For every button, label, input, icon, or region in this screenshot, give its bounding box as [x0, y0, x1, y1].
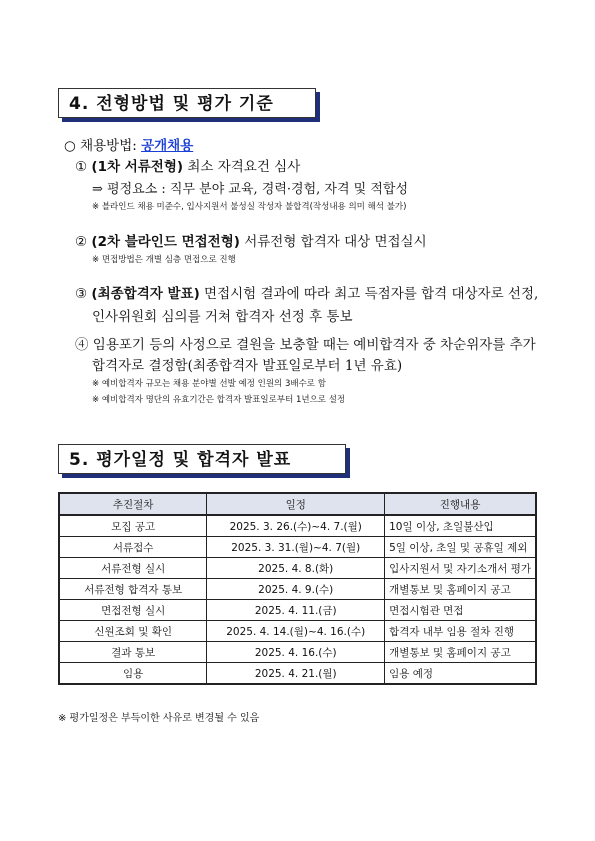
cell-date: 2025. 3. 31.(월)~4. 7(월): [207, 537, 385, 558]
table-header-row: [59, 493, 536, 515]
cell-date: 2025. 4. 16.(수): [207, 642, 385, 663]
cell-date: 2025. 4. 14.(월)~4. 16.(수): [207, 621, 385, 642]
item-2-heading: (2차 블라인드 면접전형): [91, 234, 240, 250]
cell-date: 2025. 4. 21.(월): [207, 663, 385, 685]
cell-procedure: 서류전형 실시: [59, 558, 207, 579]
item-1-text: 최소 자격요건 심사: [183, 159, 301, 175]
cell-date: 2025. 4. 8.(화): [207, 558, 385, 579]
table-row: [59, 663, 536, 685]
cell-procedure: 면접전형 실시: [59, 600, 207, 621]
cell-date: 2025. 4. 9.(수): [207, 579, 385, 600]
cell-date: 2025. 4. 11.(금): [207, 600, 385, 621]
col-header-procedure: 추진절차: [59, 493, 207, 515]
table-row: [59, 558, 536, 579]
cell-procedure: 서류접수: [59, 537, 207, 558]
item-3-text: 면접시험 결과에 따라 최고 득점자를 합격 대상자로 선정,: [199, 286, 539, 302]
cell-procedure: 서류전형 합격자 통보: [59, 579, 207, 600]
item-1-number: ①: [75, 159, 88, 175]
cell-procedure: 모집 공고: [59, 515, 207, 537]
item-4-text: 임용포기 등의 사정으로 결원을 보충할 때는 예비합격자 중 차순위자를 추가: [92, 337, 536, 353]
item-3-number: ③: [75, 286, 88, 302]
recruit-method-label: ○ 채용방법:: [64, 138, 142, 154]
cell-content: 5일 이상, 초일 및 공휴일 제외: [385, 537, 536, 558]
cell-content: 면접시험관 면접: [385, 600, 536, 621]
schedule-table: [58, 492, 537, 685]
item-4-number: ④: [75, 337, 89, 353]
item-4-note-2: ※ 예비합격자 명단의 유효기간은 합격자 발표일로부터 1년으로 설정: [92, 395, 346, 405]
item-4-text-cont: 합격자로 결정함(최종합격자 발표일로부터 1년 유효): [92, 358, 403, 374]
item-1-sub: ⇒ 평정요소 : 직무 분야 교육, 경력·경험, 자격 및 적합성: [92, 182, 409, 197]
col-header-date: 일정: [207, 493, 385, 515]
table-row: [59, 600, 536, 621]
item-2-text: 서류전형 합격자 대상 면접실시: [239, 234, 427, 250]
item-1-heading: (1차 서류전형): [91, 159, 184, 175]
table-row: [59, 621, 536, 642]
item-3-text-cont: 인사위원회 심의를 거쳐 합격자 선정 후 통보: [92, 309, 353, 325]
schedule-footnote: ※ 평가일정은 부득이한 사유로 변경될 수 있음: [58, 713, 260, 724]
item-2-number: ②: [75, 234, 88, 250]
cell-procedure: 임용: [59, 663, 207, 685]
item-3: [75, 282, 538, 302]
cell-content: 합격자 내부 임용 절차 진행: [385, 621, 536, 642]
cell-content: 입사지원서 및 자기소개서 평가: [385, 558, 536, 579]
section-5-title: 5. 평가일정 및 합격자 발표: [58, 444, 346, 474]
cell-content: 임용 예정: [385, 663, 536, 685]
recruit-method-value: 공개채용: [141, 138, 194, 154]
table-row: [59, 579, 536, 600]
table-row: [59, 537, 536, 558]
recruit-method: [64, 134, 193, 154]
section-4-title: 4. 전형방법 및 평가 기준: [58, 88, 316, 118]
table-row: [59, 515, 536, 537]
cell-content: 개별통보 및 홈페이지 공고: [385, 579, 536, 600]
cell-content: 10일 이상, 초일불산입: [385, 515, 536, 537]
item-1: [75, 155, 300, 175]
col-header-content: 진행내용: [385, 493, 536, 515]
cell-procedure: 신원조회 및 확인: [59, 621, 207, 642]
item-1-note: ※ 블라인드 채용 미준수, 입사지원서 불성실 작성자 불합격(작성내용 의미 해석 불가): [92, 202, 407, 212]
item-2-note: ※ 면접방법은 개별 심층 면접으로 진행: [92, 255, 236, 265]
item-4-note-1: ※ 예비합격자 규모는 채용 분야별 선발 예정 인원의 3배수로 함: [92, 379, 326, 389]
item-2: [75, 230, 427, 250]
cell-date: 2025. 3. 26.(수)~4. 7.(월): [207, 515, 385, 537]
table-row: [59, 642, 536, 663]
cell-procedure: 결과 통보: [59, 642, 207, 663]
item-3-heading: (최종합격자 발표): [91, 286, 200, 302]
cell-content: 개별통보 및 홈페이지 공고: [385, 642, 536, 663]
item-4: [75, 333, 536, 353]
